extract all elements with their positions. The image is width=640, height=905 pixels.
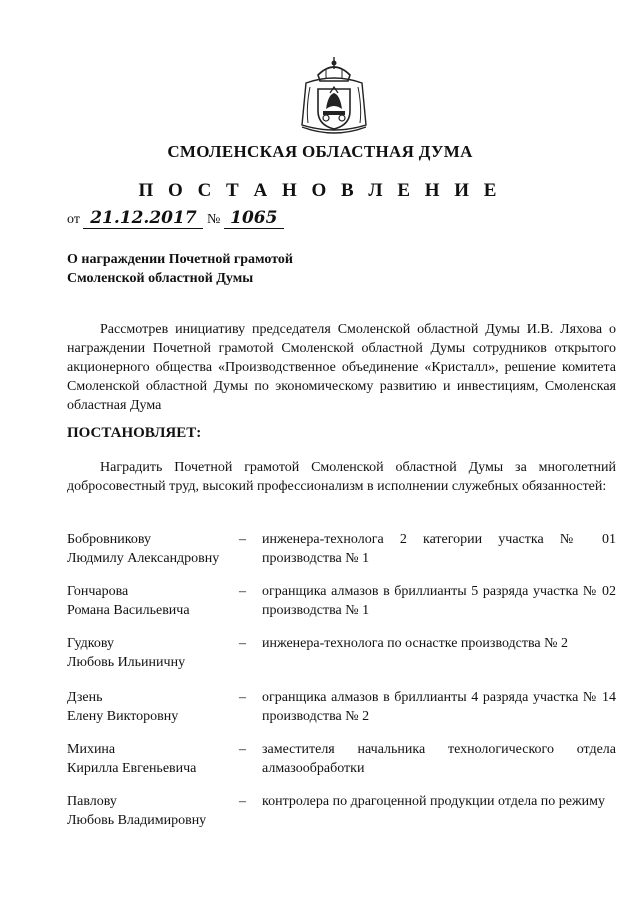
awardee-surname: Дзень — [67, 690, 103, 705]
awardee-surname: Гончарова — [67, 584, 129, 599]
awardee-position: заместителя начальника технологического отдела алмазообработки — [262, 742, 616, 776]
separator-dash: – — [239, 690, 246, 705]
awardee-name — [67, 582, 242, 620]
subject-heading — [67, 250, 293, 288]
separator-dash: – — [239, 584, 246, 599]
document-type-title: П О С Т А Н О В Л Е Н И Е — [138, 180, 502, 201]
subject-line: О награждении Почетной грамотой — [67, 252, 293, 267]
awardee-given-names: Любовь Ильиничну — [67, 655, 186, 670]
awardee-surname: Гудкову — [67, 636, 115, 651]
handwritten-number: 1065 — [224, 208, 284, 229]
number-label: № — [206, 212, 221, 227]
awardee-given-names: Романа Васильевича — [67, 603, 190, 618]
separator-dash: – — [239, 794, 246, 809]
awardee-name — [67, 530, 242, 568]
awardee-given-names: Елену Викторовну — [67, 709, 179, 724]
awardee-position: огранщика алмазов в бриллианты 4 разряда участка № 14 производства № 2 — [262, 690, 616, 724]
separator-dash: – — [239, 742, 246, 757]
awardee-surname: Михина — [67, 742, 116, 757]
awardee-given-names: Людмилу Александровну — [67, 551, 220, 566]
awardee-name — [67, 740, 242, 778]
resolves-heading: ПОСТАНОВЛЯЕТ: — [67, 425, 202, 441]
awardee-surname: Бобровникову — [67, 532, 151, 547]
awardee-name — [67, 792, 242, 830]
subject-line: Смоленской областной Думы — [67, 271, 254, 286]
awardee-given-names: Любовь Владимировну — [67, 813, 207, 828]
from-label: от — [67, 212, 80, 227]
awardee-position: инженера-технолога по оснастке производства № 2 — [262, 636, 569, 651]
date-number-line — [67, 208, 284, 234]
awardee-surname: Павлову — [67, 794, 117, 809]
preamble-paragraph — [67, 320, 616, 415]
award-paragraph — [67, 458, 616, 496]
awardee-position: инженера-технолога 2 категории участка № 01 производства № 1 — [262, 532, 616, 566]
awardee-name — [67, 688, 242, 726]
separator-dash: – — [239, 532, 246, 547]
smolensk-coat-of-arms-icon — [296, 55, 372, 135]
awardee-name — [67, 634, 242, 672]
awardee-position: контролера по драгоценной продукции отдела по режиму — [262, 794, 606, 809]
award-text: Наградить Почетной грамотой Смоленской областной Думы за многолетний добросовестный труд, высокий профессионализм в исполнении служебных обязанностей: — [67, 460, 616, 494]
preamble-text: Рассмотрев инициативу председателя Смоленской областной Думы И.В. Ляхова о награждении Почетной грамотой Смоленской областной Думы сотрудников открытого акционерного общества «Производственное объединение «Кристалл», решение комитета Смоленской областной Думы по экономическому развитию и инвестициям, Смоленская областная Дума — [67, 322, 616, 413]
handwritten-date: 21.12.2017 — [83, 208, 203, 229]
awardee-given-names: Кирилла Евгеньевича — [67, 761, 197, 776]
separator-dash: – — [239, 636, 246, 651]
organization-name: СМОЛЕНСКАЯ ОБЛАСТНАЯ ДУМА — [167, 142, 473, 161]
awardee-position: огранщика алмазов в бриллианты 5 разряда участка № 02 производства № 1 — [262, 584, 616, 618]
